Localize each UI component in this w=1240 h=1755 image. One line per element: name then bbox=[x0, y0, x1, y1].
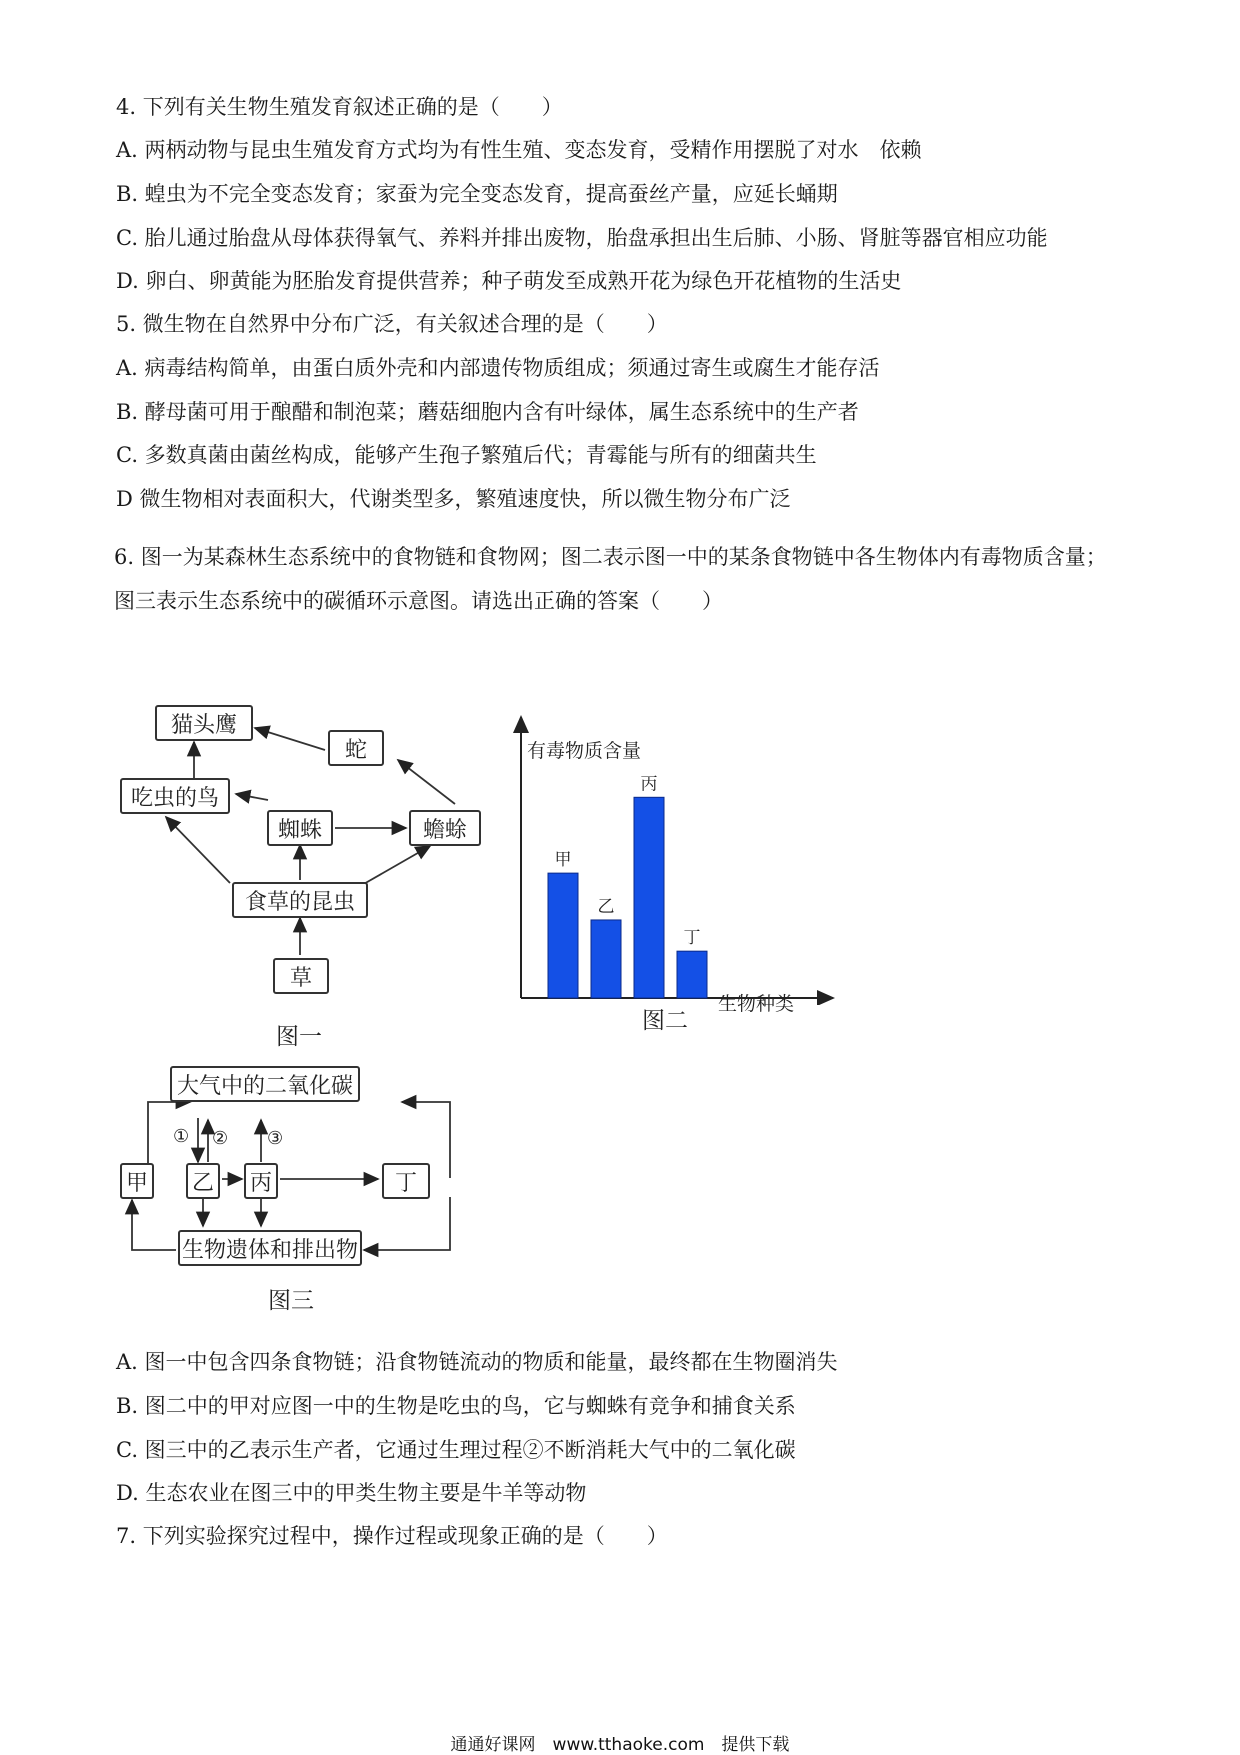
node-owl: 猫头鹰 bbox=[155, 705, 253, 741]
figure-1-caption: 图一 bbox=[276, 1024, 322, 1050]
node-toad: 蟾蜍 bbox=[409, 810, 481, 846]
bar-0 bbox=[548, 873, 578, 998]
q6-stem-line2: 图三表示生态系统中的碳循环示意图。请选出正确的答案（ ） bbox=[114, 589, 723, 613]
q4-option-b[interactable]: B. 蝗虫为不完全变态发育；家蚕为完全变态发育，提高蚕丝产量，应延长蛹期 bbox=[116, 182, 838, 206]
q5-option-c[interactable]: C. 多数真菌由菌丝构成，能够产生孢子繁殖后代；青霉能与所有的细菌共生 bbox=[116, 443, 817, 467]
q6-stem-line1: 6. 图一为某森林生态系统中的食物链和食物网；图二表示图一中的某条食物链中各生物体内有毒物质含量； bbox=[114, 545, 1107, 569]
q6-option-b[interactable]: B. 图二中的甲对应图一中的生物是吃虫的鸟，它与蜘蛛有竞争和捕食关系 bbox=[116, 1394, 796, 1418]
y-axis-label: 有毒物质含量 bbox=[527, 740, 642, 762]
node-remains-and-excreta: 生物遗体和排出物 bbox=[178, 1230, 362, 1266]
bar-2 bbox=[634, 797, 664, 998]
bar-1 bbox=[591, 920, 621, 998]
q4-option-d[interactable]: D. 卵白、卵黄能为胚胎发育提供营养；种子萌发至成熟开花为绿色开花植物的生活史 bbox=[116, 269, 902, 293]
q4-stem: 4. 下列有关生物生殖发育叙述正确的是（ ） bbox=[116, 95, 563, 119]
q4-option-c[interactable]: C. 胎儿通过胎盘从母体获得氧气、养料并排出废物，胎盘承担出生后肺、小肠、肾脏等器官相应功能 bbox=[116, 226, 1048, 250]
node-ding: 丁 bbox=[382, 1163, 430, 1199]
node-yi: 乙 bbox=[186, 1163, 220, 1199]
bar-label-0: 甲 bbox=[554, 850, 572, 871]
node-herbivorous-insect: 食草的昆虫 bbox=[232, 882, 368, 918]
footer-source: 通通好课网 www.tthaoke.com 提供下载 bbox=[450, 1735, 790, 1755]
process-label-2: ② bbox=[212, 1128, 229, 1149]
carbon-cycle-figure bbox=[120, 1060, 490, 1320]
q5-option-a[interactable]: A. 病毒结构简单，由蛋白质外壳和内部遗传物质组成；须通过寄生或腐生才能存活 bbox=[116, 356, 880, 380]
x-axis-label: 生物种类 bbox=[718, 993, 795, 1015]
node-atmospheric-co2: 大气中的二氧化碳 bbox=[170, 1066, 360, 1102]
q7-stem: 7. 下列实验探究过程中，操作过程或现象正确的是（ ） bbox=[116, 1524, 668, 1548]
bar-3 bbox=[677, 951, 707, 998]
food-web-figure bbox=[110, 700, 500, 1050]
node-insect-eating-bird: 吃虫的鸟 bbox=[120, 778, 230, 814]
process-label-3: ③ bbox=[267, 1128, 284, 1149]
q6-option-d[interactable]: D. 生态农业在图三中的甲类生物主要是牛羊等动物 bbox=[116, 1481, 587, 1505]
bar-label-2: 丙 bbox=[640, 774, 658, 795]
q5-option-d[interactable]: D 微生物相对表面积大，代谢类型多，繁殖速度快，所以微生物分布广泛 bbox=[116, 487, 791, 511]
node-spider: 蜘蛛 bbox=[267, 810, 333, 846]
toxin-bar-chart bbox=[505, 705, 855, 1045]
node-grass: 草 bbox=[273, 958, 329, 994]
node-snake: 蛇 bbox=[328, 730, 384, 766]
chart-canvas bbox=[505, 705, 855, 1005]
q5-stem: 5. 微生物在自然界中分布广泛，有关叙述合理的是（ ） bbox=[116, 312, 668, 336]
node-bing: 丙 bbox=[244, 1163, 278, 1199]
q6-option-a[interactable]: A. 图一中包含四条食物链；沿食物链流动的物质和能量，最终都在生物圈消失 bbox=[116, 1350, 838, 1374]
node-jia: 甲 bbox=[120, 1163, 154, 1199]
q4-option-a[interactable]: A. 两柄动物与昆虫生殖发育方式均为有性生殖、变态发育，受精作用摆脱了对水 依赖 bbox=[116, 138, 922, 162]
q5-option-b[interactable]: B. 酵母菌可用于酿醋和制泡菜；蘑菇细胞内含有叶绿体，属生态系统中的生产者 bbox=[116, 400, 859, 424]
q6-option-c[interactable]: C. 图三中的乙表示生产者，它通过生理过程②不断消耗大气中的二氧化碳 bbox=[116, 1438, 796, 1462]
figure-2-caption: 图二 bbox=[642, 1008, 688, 1034]
figure-3-caption: 图三 bbox=[268, 1288, 314, 1314]
bar-label-3: 丁 bbox=[683, 928, 701, 949]
bar-label-1: 乙 bbox=[597, 896, 615, 917]
process-label-1: ① bbox=[173, 1126, 190, 1147]
